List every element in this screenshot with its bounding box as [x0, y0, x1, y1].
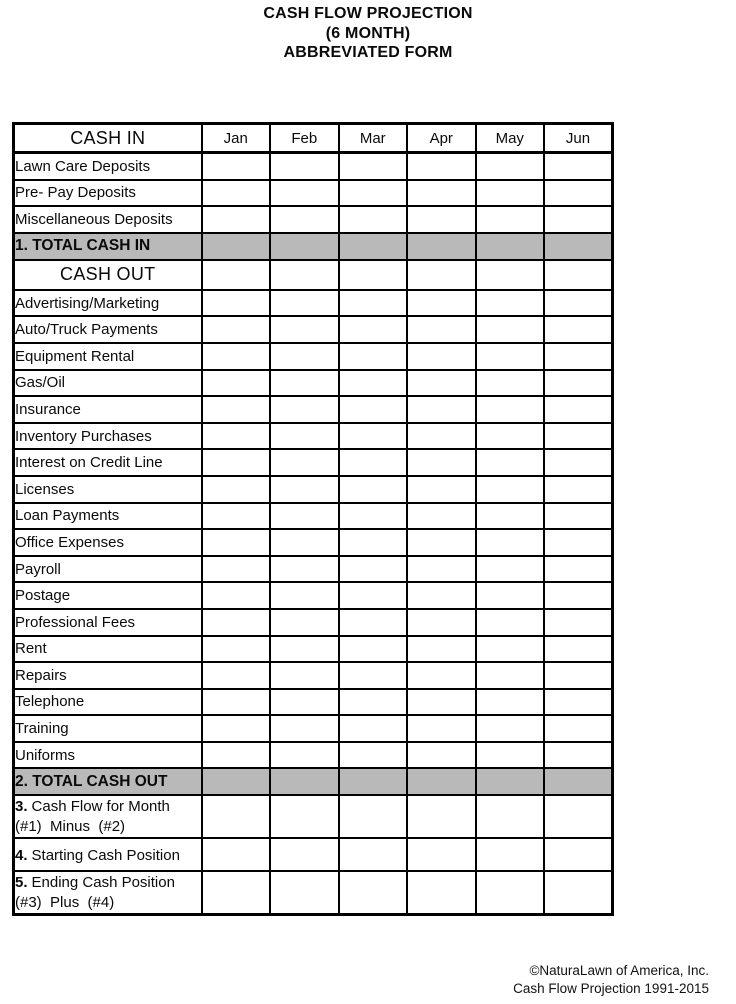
- value-cell: [407, 795, 476, 838]
- value-cell: [407, 180, 476, 207]
- value-cell: [270, 180, 339, 207]
- value-cell: [270, 449, 339, 476]
- row-label: Interest on Credit Line: [14, 449, 202, 476]
- value-cell: [476, 476, 545, 503]
- value-cell: [544, 233, 613, 260]
- value-cell: [544, 180, 613, 207]
- value-cell: [476, 556, 545, 583]
- value-cell: [407, 556, 476, 583]
- value-cell: [202, 449, 271, 476]
- value-cell: [476, 636, 545, 663]
- value-cell: [476, 795, 545, 838]
- value-cell: [476, 582, 545, 609]
- table-row: [14, 582, 613, 609]
- section-header-row: [14, 260, 613, 290]
- row-label: Professional Fees: [14, 609, 202, 636]
- value-cell: [202, 609, 271, 636]
- value-cell: [202, 260, 271, 290]
- table-row: [14, 206, 613, 233]
- value-cell: [202, 233, 271, 260]
- row-label: Payroll: [14, 556, 202, 583]
- row-label: Gas/Oil: [14, 370, 202, 397]
- value-cell: [339, 206, 408, 233]
- footer: [513, 962, 709, 997]
- value-cell: [270, 871, 339, 915]
- row-label: Auto/Truck Payments: [14, 316, 202, 343]
- value-cell: [270, 290, 339, 317]
- value-cell: [202, 636, 271, 663]
- column-header-jun: Jun: [544, 124, 613, 153]
- value-cell: [202, 343, 271, 370]
- row-label: Office Expenses: [14, 529, 202, 556]
- value-cell: [339, 742, 408, 769]
- row-label: Loan Payments: [14, 503, 202, 530]
- title-line-3: ABBREVIATED FORM: [283, 44, 453, 61]
- value-cell: [476, 343, 545, 370]
- value-cell: [339, 476, 408, 503]
- value-cell: [270, 260, 339, 290]
- value-cell: [270, 343, 339, 370]
- value-cell: [544, 529, 613, 556]
- value-cell: [476, 316, 545, 343]
- title-line-1: CASH FLOW PROJECTION: [263, 5, 473, 22]
- value-cell: [544, 795, 613, 838]
- row-label: 1. TOTAL CASH IN: [14, 233, 202, 260]
- value-cell: [476, 662, 545, 689]
- value-cell: [202, 556, 271, 583]
- value-cell: [339, 423, 408, 450]
- table-row: [14, 742, 613, 769]
- row-label: [14, 795, 202, 838]
- value-cell: [339, 715, 408, 742]
- table-row: [14, 343, 613, 370]
- value-cell: [544, 343, 613, 370]
- value-cell: [270, 715, 339, 742]
- table-row: [14, 153, 613, 180]
- value-cell: [339, 689, 408, 716]
- value-cell: [544, 838, 613, 871]
- value-cell: [476, 609, 545, 636]
- row-label: Insurance: [14, 396, 202, 423]
- table-row: [14, 449, 613, 476]
- table-row: [14, 396, 613, 423]
- value-cell: [476, 180, 545, 207]
- value-cell: [544, 662, 613, 689]
- value-cell: [407, 636, 476, 663]
- value-cell: [407, 316, 476, 343]
- value-cell: [202, 206, 271, 233]
- row-label: Telephone: [14, 689, 202, 716]
- value-cell: [202, 423, 271, 450]
- row-label: Uniforms: [14, 742, 202, 769]
- value-cell: [544, 609, 613, 636]
- column-header-feb: Feb: [270, 124, 339, 153]
- value-cell: [339, 871, 408, 915]
- value-cell: [270, 689, 339, 716]
- value-cell: [407, 768, 476, 795]
- value-cell: [270, 742, 339, 769]
- value-cell: [270, 662, 339, 689]
- value-cell: [202, 180, 271, 207]
- value-cell: [202, 529, 271, 556]
- value-cell: [270, 838, 339, 871]
- header-row: [14, 124, 613, 153]
- value-cell: [339, 316, 408, 343]
- value-cell: [270, 396, 339, 423]
- value-cell: [202, 662, 271, 689]
- value-cell: [407, 838, 476, 871]
- value-cell: [476, 871, 545, 915]
- row-label-text: Cash Flow for Month: [31, 797, 170, 815]
- value-cell: [339, 290, 408, 317]
- value-cell: [407, 662, 476, 689]
- value-cell: [339, 636, 408, 663]
- footer-copyright: ©NaturaLawn of America, Inc.: [529, 963, 709, 978]
- value-cell: [202, 290, 271, 317]
- value-cell: [270, 153, 339, 180]
- value-cell: [339, 795, 408, 838]
- value-cell: [202, 582, 271, 609]
- value-cell: [202, 689, 271, 716]
- value-cell: [476, 260, 545, 290]
- row-number: 3.: [15, 797, 28, 815]
- value-cell: [270, 370, 339, 397]
- value-cell: [339, 529, 408, 556]
- value-cell: [339, 180, 408, 207]
- table-row: [14, 662, 613, 689]
- value-cell: [476, 503, 545, 530]
- value-cell: [407, 153, 476, 180]
- value-cell: [476, 689, 545, 716]
- form-table-body: [14, 124, 613, 915]
- value-cell: [544, 582, 613, 609]
- value-cell: [476, 153, 545, 180]
- column-header-mar: Mar: [339, 124, 408, 153]
- table-row: [14, 636, 613, 663]
- row-number: 4.: [15, 847, 28, 865]
- row-label: Inventory Purchases: [14, 423, 202, 450]
- value-cell: [407, 871, 476, 915]
- value-cell: [202, 476, 271, 503]
- row-label: Postage: [14, 582, 202, 609]
- value-cell: [407, 742, 476, 769]
- value-cell: [476, 838, 545, 871]
- row-label: [14, 838, 202, 871]
- value-cell: [339, 370, 408, 397]
- column-header-apr: Apr: [407, 124, 476, 153]
- value-cell: [270, 609, 339, 636]
- total-row: [14, 768, 613, 795]
- footer-subtitle: Cash Flow Projection 1991-2015: [513, 980, 709, 996]
- value-cell: [339, 556, 408, 583]
- value-cell: [339, 153, 408, 180]
- value-cell: [544, 768, 613, 795]
- value-cell: [202, 396, 271, 423]
- table-row: [14, 180, 613, 207]
- table-row: [14, 795, 613, 838]
- value-cell: [544, 153, 613, 180]
- value-cell: [270, 476, 339, 503]
- value-cell: [544, 503, 613, 530]
- value-cell: [407, 689, 476, 716]
- table-row: [14, 556, 613, 583]
- value-cell: [202, 503, 271, 530]
- column-header-cash-in: CASH IN: [14, 124, 202, 153]
- table-row: [14, 290, 613, 317]
- value-cell: [270, 795, 339, 838]
- value-cell: [339, 449, 408, 476]
- value-cell: [339, 609, 408, 636]
- value-cell: [270, 768, 339, 795]
- value-cell: [544, 423, 613, 450]
- value-cell: [270, 582, 339, 609]
- value-cell: [339, 582, 408, 609]
- row-label-text: Ending Cash Position: [31, 873, 175, 891]
- cash-flow-table: [12, 122, 614, 916]
- row-label: Miscellaneous Deposits: [14, 206, 202, 233]
- value-cell: [270, 636, 339, 663]
- title-line-2: (6 MONTH): [325, 24, 411, 42]
- table-row: [14, 423, 613, 450]
- value-cell: [544, 260, 613, 290]
- value-cell: [407, 476, 476, 503]
- table-row: [14, 871, 613, 915]
- value-cell: [544, 449, 613, 476]
- value-cell: [339, 260, 408, 290]
- value-cell: [407, 529, 476, 556]
- value-cell: [476, 768, 545, 795]
- row-formula-text: (#3) Plus (#4): [15, 893, 115, 911]
- table-row: [14, 715, 613, 742]
- value-cell: [544, 715, 613, 742]
- value-cell: [407, 582, 476, 609]
- row-label: CASH OUT: [14, 260, 202, 290]
- table-row: [14, 503, 613, 530]
- value-cell: [476, 370, 545, 397]
- value-cell: [202, 370, 271, 397]
- value-cell: [339, 343, 408, 370]
- value-cell: [270, 206, 339, 233]
- value-cell: [339, 233, 408, 260]
- value-cell: [476, 233, 545, 260]
- value-cell: [544, 556, 613, 583]
- value-cell: [202, 715, 271, 742]
- row-label: 2. TOTAL CASH OUT: [14, 768, 202, 795]
- row-number: 5.: [15, 873, 28, 891]
- column-header-may: May: [476, 124, 545, 153]
- value-cell: [270, 233, 339, 260]
- value-cell: [407, 503, 476, 530]
- row-formula-text: (#1) Minus (#2): [15, 817, 126, 835]
- value-cell: [339, 662, 408, 689]
- table-row: [14, 529, 613, 556]
- value-cell: [270, 529, 339, 556]
- row-label-text: Starting Cash Position: [31, 847, 180, 865]
- row-label: Training: [14, 715, 202, 742]
- table-row: [14, 316, 613, 343]
- value-cell: [407, 260, 476, 290]
- value-cell: [270, 503, 339, 530]
- value-cell: [476, 529, 545, 556]
- value-cell: [202, 795, 271, 838]
- value-cell: [407, 609, 476, 636]
- value-cell: [544, 476, 613, 503]
- value-cell: [407, 715, 476, 742]
- value-cell: [476, 423, 545, 450]
- value-cell: [476, 396, 545, 423]
- value-cell: [202, 316, 271, 343]
- value-cell: [544, 370, 613, 397]
- value-cell: [544, 689, 613, 716]
- value-cell: [407, 449, 476, 476]
- row-label: Pre- Pay Deposits: [14, 180, 202, 207]
- value-cell: [476, 449, 545, 476]
- row-label: Equipment Rental: [14, 343, 202, 370]
- value-cell: [339, 503, 408, 530]
- value-cell: [544, 742, 613, 769]
- total-row: [14, 233, 613, 260]
- column-header-jan: Jan: [202, 124, 271, 153]
- value-cell: [407, 233, 476, 260]
- table-row: [14, 838, 613, 871]
- row-label: Advertising/Marketing: [14, 290, 202, 317]
- value-cell: [544, 316, 613, 343]
- value-cell: [339, 396, 408, 423]
- value-cell: [476, 290, 545, 317]
- row-label: Rent: [14, 636, 202, 663]
- value-cell: [476, 715, 545, 742]
- page-title: [0, 4, 736, 63]
- value-cell: [476, 206, 545, 233]
- value-cell: [407, 423, 476, 450]
- row-label: [14, 871, 202, 915]
- row-label: Repairs: [14, 662, 202, 689]
- value-cell: [270, 556, 339, 583]
- value-cell: [544, 636, 613, 663]
- value-cell: [476, 742, 545, 769]
- value-cell: [407, 396, 476, 423]
- value-cell: [407, 343, 476, 370]
- value-cell: [270, 423, 339, 450]
- value-cell: [544, 206, 613, 233]
- value-cell: [202, 153, 271, 180]
- value-cell: [544, 290, 613, 317]
- value-cell: [339, 838, 408, 871]
- value-cell: [544, 871, 613, 915]
- value-cell: [202, 871, 271, 915]
- table-row: [14, 689, 613, 716]
- value-cell: [339, 768, 408, 795]
- value-cell: [407, 290, 476, 317]
- table-row: [14, 476, 613, 503]
- row-label: Lawn Care Deposits: [14, 153, 202, 180]
- row-label: Licenses: [14, 476, 202, 503]
- value-cell: [202, 838, 271, 871]
- value-cell: [544, 396, 613, 423]
- value-cell: [202, 768, 271, 795]
- value-cell: [407, 206, 476, 233]
- value-cell: [270, 316, 339, 343]
- table-row: [14, 370, 613, 397]
- value-cell: [407, 370, 476, 397]
- value-cell: [202, 742, 271, 769]
- table-row: [14, 609, 613, 636]
